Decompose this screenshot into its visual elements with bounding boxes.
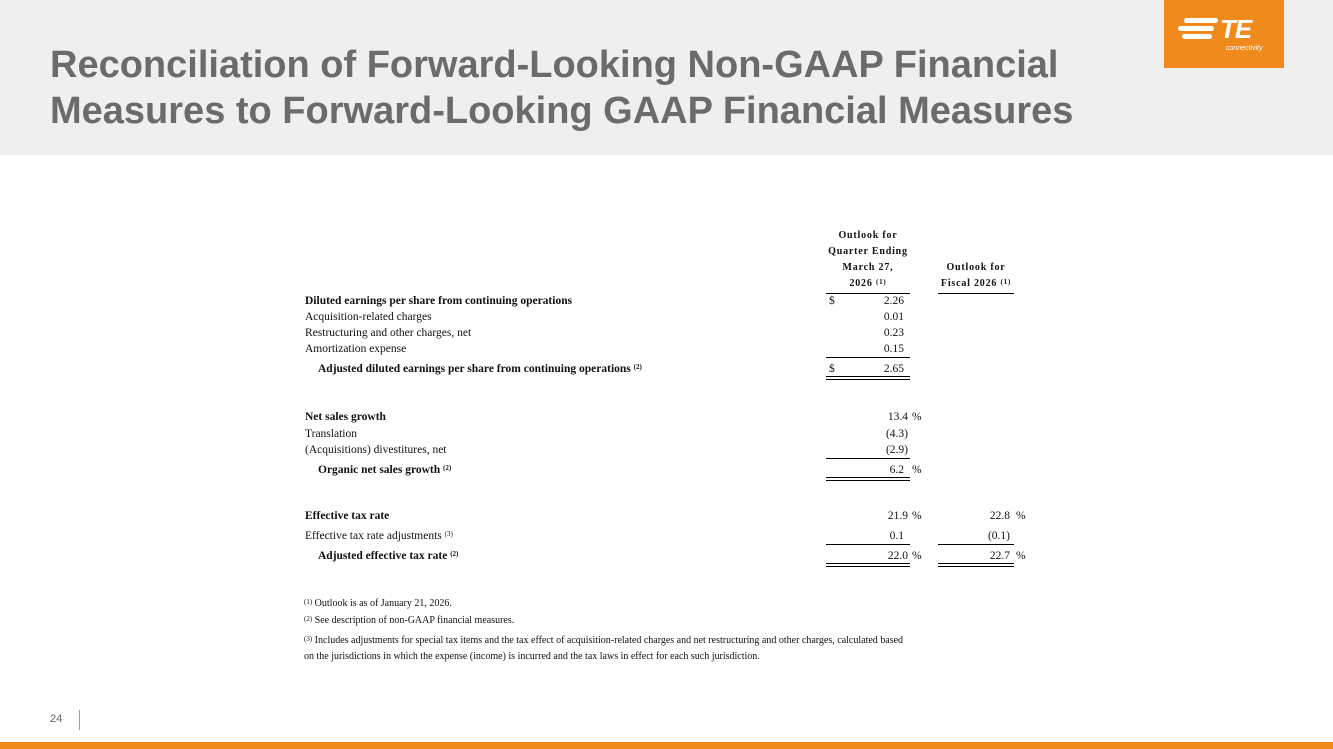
sales-subtotal-line <box>826 458 910 459</box>
restructuring-charges-label: Restructuring and other charges, net <box>305 327 472 339</box>
adjusted-eps-value: 2.65 <box>883 363 904 375</box>
amortization-expense-value: 0.15 <box>883 343 904 355</box>
eps-subtotal-line <box>826 357 910 358</box>
page-number-divider <box>79 710 80 730</box>
effective-tax-rate-label: Effective tax rate <box>305 510 390 522</box>
te-connectivity-logo <box>1164 0 1284 68</box>
fiscal-outlook-header <box>938 260 1014 292</box>
eps-total-line-2 <box>826 379 910 380</box>
tax-total-line-fiscal-2 <box>938 566 1014 567</box>
sales-total-line-2 <box>826 480 910 481</box>
page-title-line-2: Measures to Forward-Looking GAAP Financial Measures <box>50 90 1074 132</box>
adjusted-tax-rate-fiscal-pct: % <box>1016 550 1026 562</box>
diluted-eps-dollar: $ <box>829 295 835 307</box>
amortization-expense-label: Amortization expense <box>305 343 407 355</box>
page-number: 24 <box>50 713 63 725</box>
logo-stripes-icon <box>1176 16 1220 42</box>
acquisition-charges-value: 0.01 <box>883 311 904 323</box>
translation-label: Translation <box>305 428 357 440</box>
footnote-1: $^{(1)}$ Outlook is as of January 21, 2026. <box>304 598 452 609</box>
adjusted-tax-rate-fiscal: 22.7 <box>989 550 1010 562</box>
adjusted-tax-rate-quarter: 22.0 <box>887 550 908 562</box>
tax-rate-adjustments-quarter: 0.1 <box>889 530 904 542</box>
diluted-eps-label: Diluted earnings per share from continuing operations <box>305 295 573 307</box>
quarter-header-line-2: Quarter Ending <box>828 246 908 257</box>
net-sales-growth-label: Net sales growth <box>305 411 386 423</box>
net-sales-growth-pct: % <box>912 411 922 423</box>
page-title-line-1: Reconciliation of Forward-Looking Non-GAAP Financial <box>50 44 1059 86</box>
tax-total-line-quarter-1 <box>826 563 910 564</box>
translation-value: (4.3) <box>885 428 908 440</box>
fiscal-header-underline <box>938 293 1014 294</box>
adjusted-eps-label: Adjusted diluted earnings per share from continuing operations $^{(2)}$ <box>318 363 642 375</box>
fiscal-header-line-1: Outlook for <box>946 262 1006 273</box>
tax-rate-adjustments-fiscal: (0.1) <box>987 530 1010 542</box>
footnote-2: $^{(2)}$ See description of non-GAAP financial measures. <box>304 615 515 626</box>
fiscal-header-line-2: Fiscal 2026 $^{(1)}$ <box>940 278 1012 289</box>
diluted-eps-value: 2.26 <box>883 295 904 307</box>
bottom-accent-bar <box>0 742 1333 749</box>
tax-total-line-fiscal-1 <box>938 563 1014 564</box>
acquisitions-divestitures-label: (Acquisitions) divestitures, net <box>305 444 447 456</box>
quarter-header-line-1: Outlook for <box>838 230 898 241</box>
tax-subtotal-line-fiscal <box>938 544 1014 545</box>
adjusted-tax-rate-label: Adjusted effective tax rate $^{(2)}$ <box>318 550 459 562</box>
logo-wordmark: TE <box>1220 14 1252 44</box>
tax-subtotal-line-quarter <box>826 544 910 545</box>
organic-sales-growth-pct: % <box>912 464 922 476</box>
organic-sales-growth-label: Organic net sales growth $^{(2)}$ <box>318 464 452 476</box>
restructuring-charges-value: 0.23 <box>883 327 904 339</box>
effective-tax-rate-quarter-pct: % <box>912 510 922 522</box>
effective-tax-rate-quarter: 21.9 <box>887 510 908 522</box>
footnote-3-line-1: $^{(3)}$ Includes adjustments for special tax items and the tax effect of acquisition-related charges and net restructuring and other charges, calculated based <box>304 635 904 646</box>
adjusted-eps-dollar: $ <box>829 363 835 375</box>
acquisitions-divestitures-value: (2.9) <box>885 444 908 456</box>
page-title <box>50 42 1073 134</box>
organic-sales-growth-value: 6.2 <box>889 464 904 476</box>
quarter-header-line-3: March 27, <box>842 262 894 273</box>
effective-tax-rate-fiscal: 22.8 <box>989 510 1010 522</box>
eps-total-line-1 <box>826 376 910 377</box>
quarter-outlook-header <box>826 228 910 292</box>
footnote-3-line-2: on the jurisdictions in which the expense (income) is incurred and the tax laws in effect for each such jurisdiction. <box>304 651 760 662</box>
tax-rate-adjustments-label: Effective tax rate adjustments $^{(3)}$ <box>305 530 453 542</box>
quarter-header-line-4: 2026 $^{(1)}$ <box>849 278 887 289</box>
logo-subtext: connectivity <box>1226 45 1263 52</box>
sales-total-line-1 <box>826 477 910 478</box>
effective-tax-rate-fiscal-pct: % <box>1016 510 1026 522</box>
acquisition-charges-label: Acquisition-related charges <box>305 311 432 323</box>
net-sales-growth-value: 13.4 <box>887 411 908 423</box>
tax-total-line-quarter-2 <box>826 566 910 567</box>
adjusted-tax-rate-quarter-pct: % <box>912 550 922 562</box>
